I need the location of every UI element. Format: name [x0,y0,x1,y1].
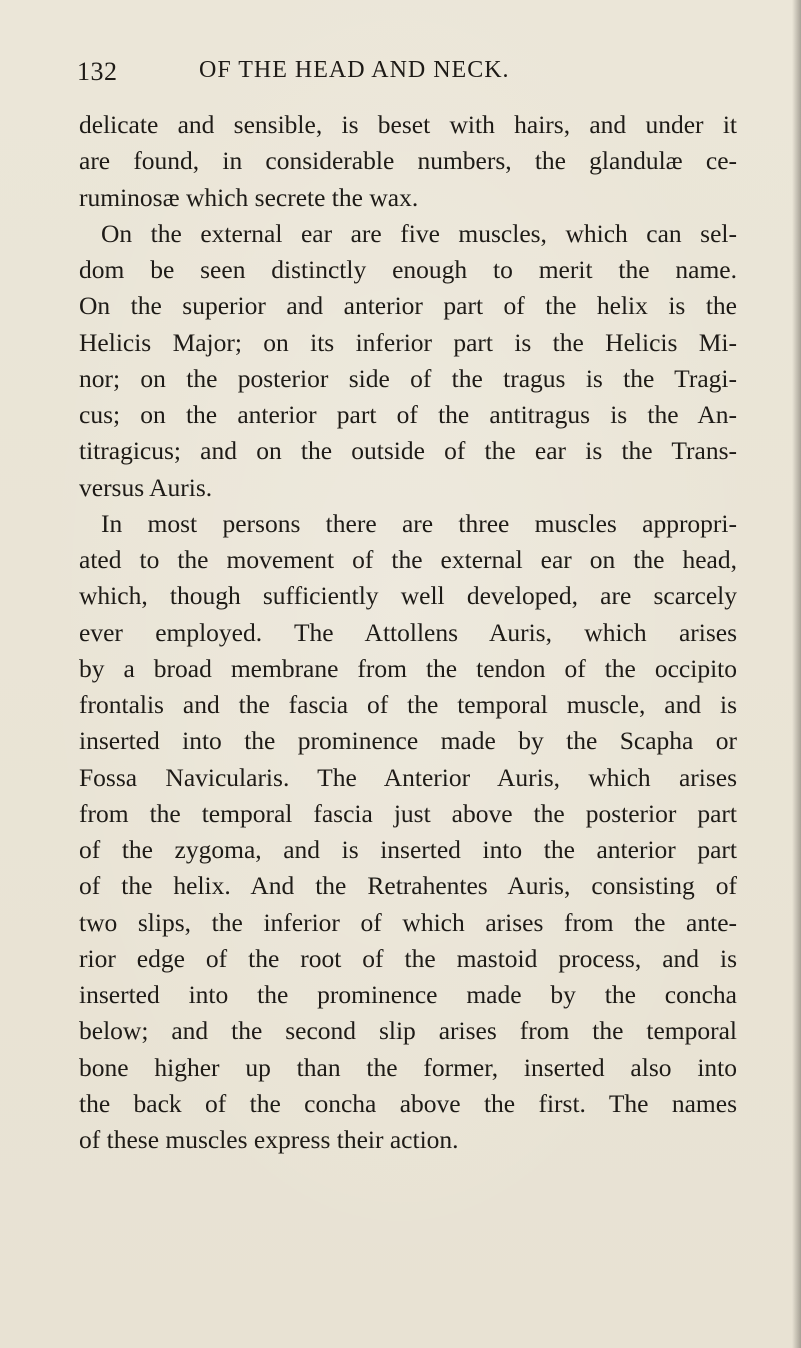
text-line: by a broad membrane from the tendon of the occipito [79,653,737,683]
text-line: which, though sufficiently well developed, are scarcely [79,581,737,611]
text-line: of the helix. And the Retrahentes Auris, consisting of [79,871,737,901]
text-line: of the zygoma, and is inserted into the anterior part [79,835,737,864]
text-line: are found, in considerable numbers, the glandulæ ce- [79,146,737,176]
text-line: dom be seen distinctly enough to merit the name. [79,255,737,284]
paragraph-start-line: In most persons there are three muscles appropri- [101,508,737,538]
text-line: titragicus; and on the outside of the ear is the Trans- [79,436,737,466]
text-line: cus; on the anterior part of the antitragus is the An- [79,400,737,429]
text-line: bone higher up than the former, inserted also into [79,1052,737,1082]
running-head: OF THE HEAD AND NECK. [199,57,510,83]
text-line: from the temporal fascia just above the posterior part [79,798,737,828]
text-line: versus Auris. [79,472,213,502]
page-number: 132 [77,57,118,86]
text-line: the back of the concha above the first. The names [79,1088,737,1118]
text-line: ever employed. The Attollens Auris, which arises [79,617,737,647]
text-line: rior edge of the root of the mastoid process, and is [79,943,737,973]
text-line: nor; on the posterior side of the tragus is the Tragi- [79,363,737,393]
text-line: inserted into the prominence made by the Scapha or [79,726,737,756]
body-text [79,107,737,1158]
text-line: delicate and sensible, is beset with hairs, and under it [79,110,737,139]
page-header [77,57,717,91]
text-line: Fossa Navicularis. The Anterior Auris, which arises [79,762,737,792]
page-edge-shadow [792,0,801,1348]
text-line: frontalis and the fascia of the temporal muscle, and is [79,690,737,719]
text-line: On the superior and anterior part of the helix is the [79,291,737,321]
text-line: inserted into the prominence made by the concha [79,980,737,1009]
text-line: ruminosæ which secrete the wax. [79,182,419,212]
text-line: of these muscles express their action. [79,1125,459,1154]
text-line: ated to the movement of the external ear on the head, [79,545,737,574]
paragraph-start-line: On the external ear are five muscles, which can sel- [101,218,737,248]
text-line: two slips, the inferior of which arises from the ante- [79,907,737,937]
text-line: Helicis Major; on its inferior part is the Helicis Mi- [79,327,737,357]
text-line: below; and the second slip arises from the temporal [79,1016,737,1046]
